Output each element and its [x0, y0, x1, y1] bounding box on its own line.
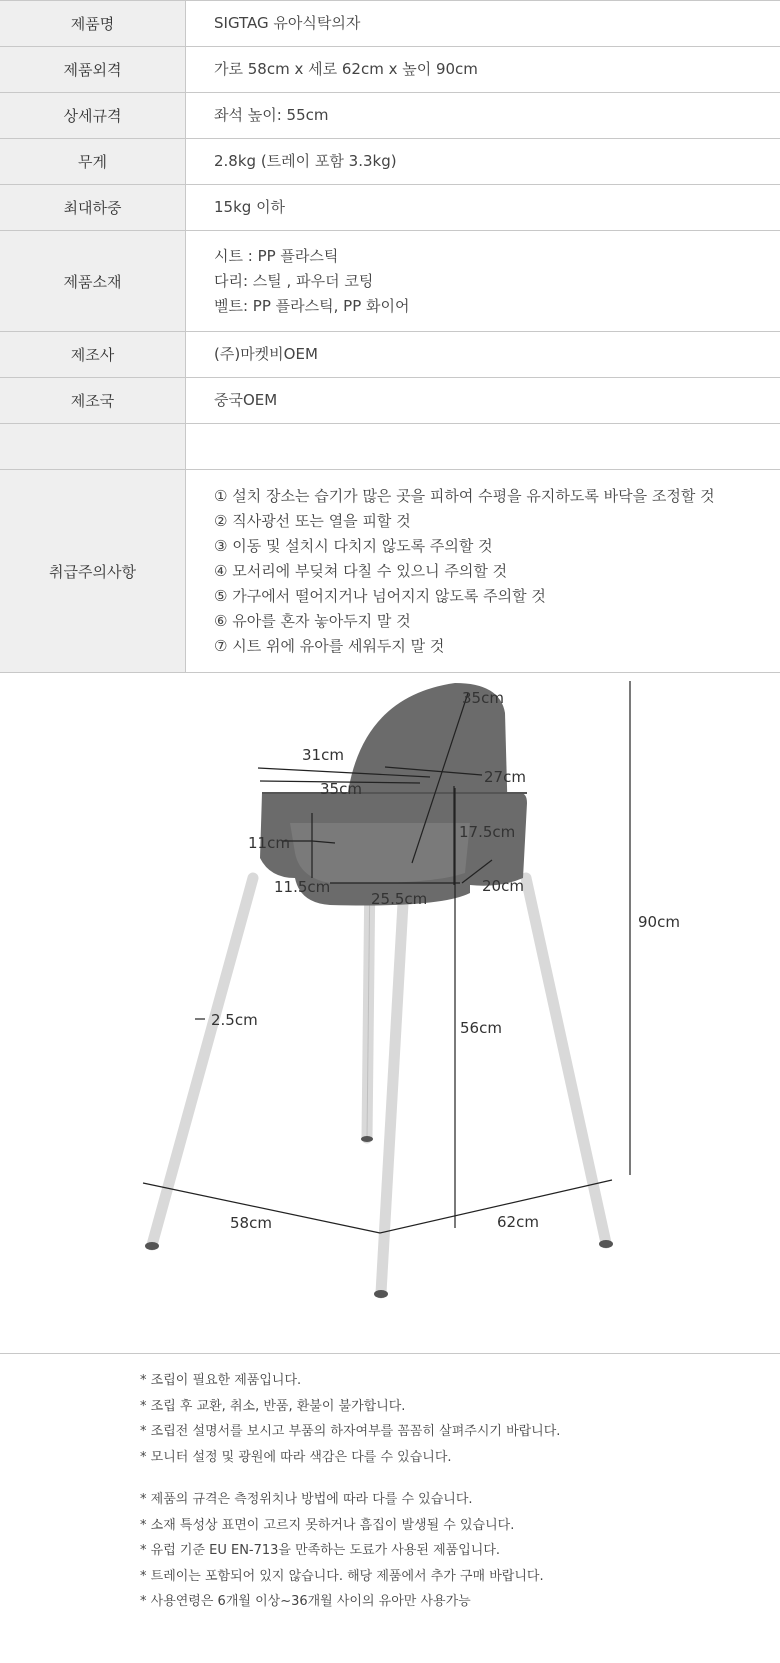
spec-key: 제품외격 — [0, 47, 186, 93]
note-line: * 제품의 규격은 측정위치나 방법에 따라 다를 수 있습니다. — [140, 1492, 473, 1507]
spec-value — [186, 424, 780, 470]
dim-seat-height: 56cm — [460, 1019, 502, 1037]
note-line: * 사용연령은 6개월 이상~36개월 사이의 유아만 사용가능 — [140, 1594, 471, 1609]
dim-leg-diameter: 2.5cm — [211, 1011, 258, 1029]
spec-key: 취급주의사항 — [0, 470, 186, 673]
spec-key: 제조국 — [0, 378, 186, 424]
dim-seat-back-height: 17.5cm — [459, 823, 516, 841]
spec-key: 상세규격 — [0, 93, 186, 139]
material-line: 벨트: PP 플라스틱, PP 화이어 — [214, 296, 410, 315]
spec-row-origin — [0, 378, 780, 424]
material-line: 시트 : PP 플라스틱 — [214, 246, 339, 265]
caution-line: ② 직사광선 또는 열을 피할 것 — [214, 511, 411, 530]
spec-row-max-load — [0, 185, 780, 231]
note-line: * 트레이는 포함되어 있지 않습니다. 해당 제품에서 추가 구매 바랍니다. — [140, 1568, 544, 1584]
divider — [0, 1353, 780, 1354]
dim-seat-side: 20cm — [482, 877, 524, 895]
dim-base-width: 58cm — [230, 1214, 272, 1232]
spec-row-name — [0, 1, 780, 47]
spec-row-manufacturer — [0, 332, 780, 378]
spec-key: 무게 — [0, 139, 186, 185]
spec-value: 좌석 높이: 55cm — [186, 93, 780, 139]
spec-value: 2.8kg (트레이 포함 3.3kg) — [186, 139, 780, 185]
spec-row-size — [0, 47, 780, 93]
caution-line: ① 설치 장소는 습기가 많은 곳을 피하여 수평을 유지하도록 바닥을 조정할 것 — [214, 486, 715, 505]
note-line: * 소재 특성상 표면이 고르지 못하거나 흠집이 발생될 수 있습니다. — [140, 1517, 515, 1533]
spec-row-caution — [0, 470, 780, 673]
spec-key — [0, 424, 186, 470]
spec-key: 최대하중 — [0, 185, 186, 231]
dim-tray-width: 31cm — [302, 746, 344, 764]
spec-row-empty — [0, 424, 780, 470]
spec-key: 제조사 — [0, 332, 186, 378]
material-line: 다리: 스틸 , 파우더 코팅 — [214, 271, 374, 290]
chair-dimension-diagram — [0, 673, 780, 1353]
caution-line: ④ 모서리에 부딪쳐 다칠 수 있으니 주의할 것 — [214, 561, 508, 580]
chair-illustration — [145, 683, 613, 1298]
spec-value: 중국OEM — [186, 378, 780, 424]
dim-seat-depth: 25.5cm — [371, 890, 428, 908]
spec-value: (주)마켓비OEM — [186, 332, 780, 378]
spec-value: 15kg 이하 — [186, 185, 780, 231]
spec-key: 제품소재 — [0, 231, 186, 332]
caution-line: ⑦ 시트 위에 유아를 세워두지 말 것 — [214, 636, 445, 655]
spec-value: 가로 58cm x 세로 62cm x 높이 90cm — [186, 47, 780, 93]
dim-total-height: 90cm — [638, 913, 680, 931]
spec-value — [186, 470, 780, 673]
dim-backrest-height: 35cm — [462, 689, 504, 707]
spec-row-material — [0, 231, 780, 332]
caution-line: ③ 이동 및 설치시 다치지 않도록 주의할 것 — [214, 536, 493, 555]
note-line: * 조립 후 교환, 취소, 반품, 환불이 불가합니다. — [140, 1398, 406, 1414]
note-line: * 조립이 필요한 제품입니다. — [140, 1373, 302, 1388]
note-line: * 모니터 설정 및 광원에 따라 색감은 다를 수 있습니다. — [140, 1449, 452, 1465]
spec-row-detail — [0, 93, 780, 139]
dim-seat-front-depth: 11.5cm — [274, 878, 331, 896]
dim-armrest-height: 11cm — [248, 834, 290, 852]
note-line: * 조립전 설명서를 보시고 부품의 하자여부를 꼼꼼히 살펴주시기 바랍니다. — [140, 1424, 561, 1439]
caution-line: ⑤ 가구에서 떨어지거나 넘어지지 않도록 주의할 것 — [214, 586, 546, 605]
spec-value — [186, 231, 780, 332]
note-line: * 유럽 기준 EU EN-713을 만족하는 도료가 사용된 제품입니다. — [140, 1543, 501, 1558]
caution-line: ⑥ 유아를 혼자 놓아두지 말 것 — [214, 611, 411, 630]
spec-value: SIGTAG 유아식탁의자 — [186, 1, 780, 47]
spec-row-weight — [0, 139, 780, 185]
dim-seat-width: 35cm — [320, 780, 362, 798]
spec-key: 제품명 — [0, 1, 186, 47]
dim-base-depth: 62cm — [497, 1213, 539, 1231]
spec-table — [0, 0, 780, 673]
dim-tray-depth: 27cm — [484, 768, 526, 786]
notes-section — [140, 1368, 760, 1615]
